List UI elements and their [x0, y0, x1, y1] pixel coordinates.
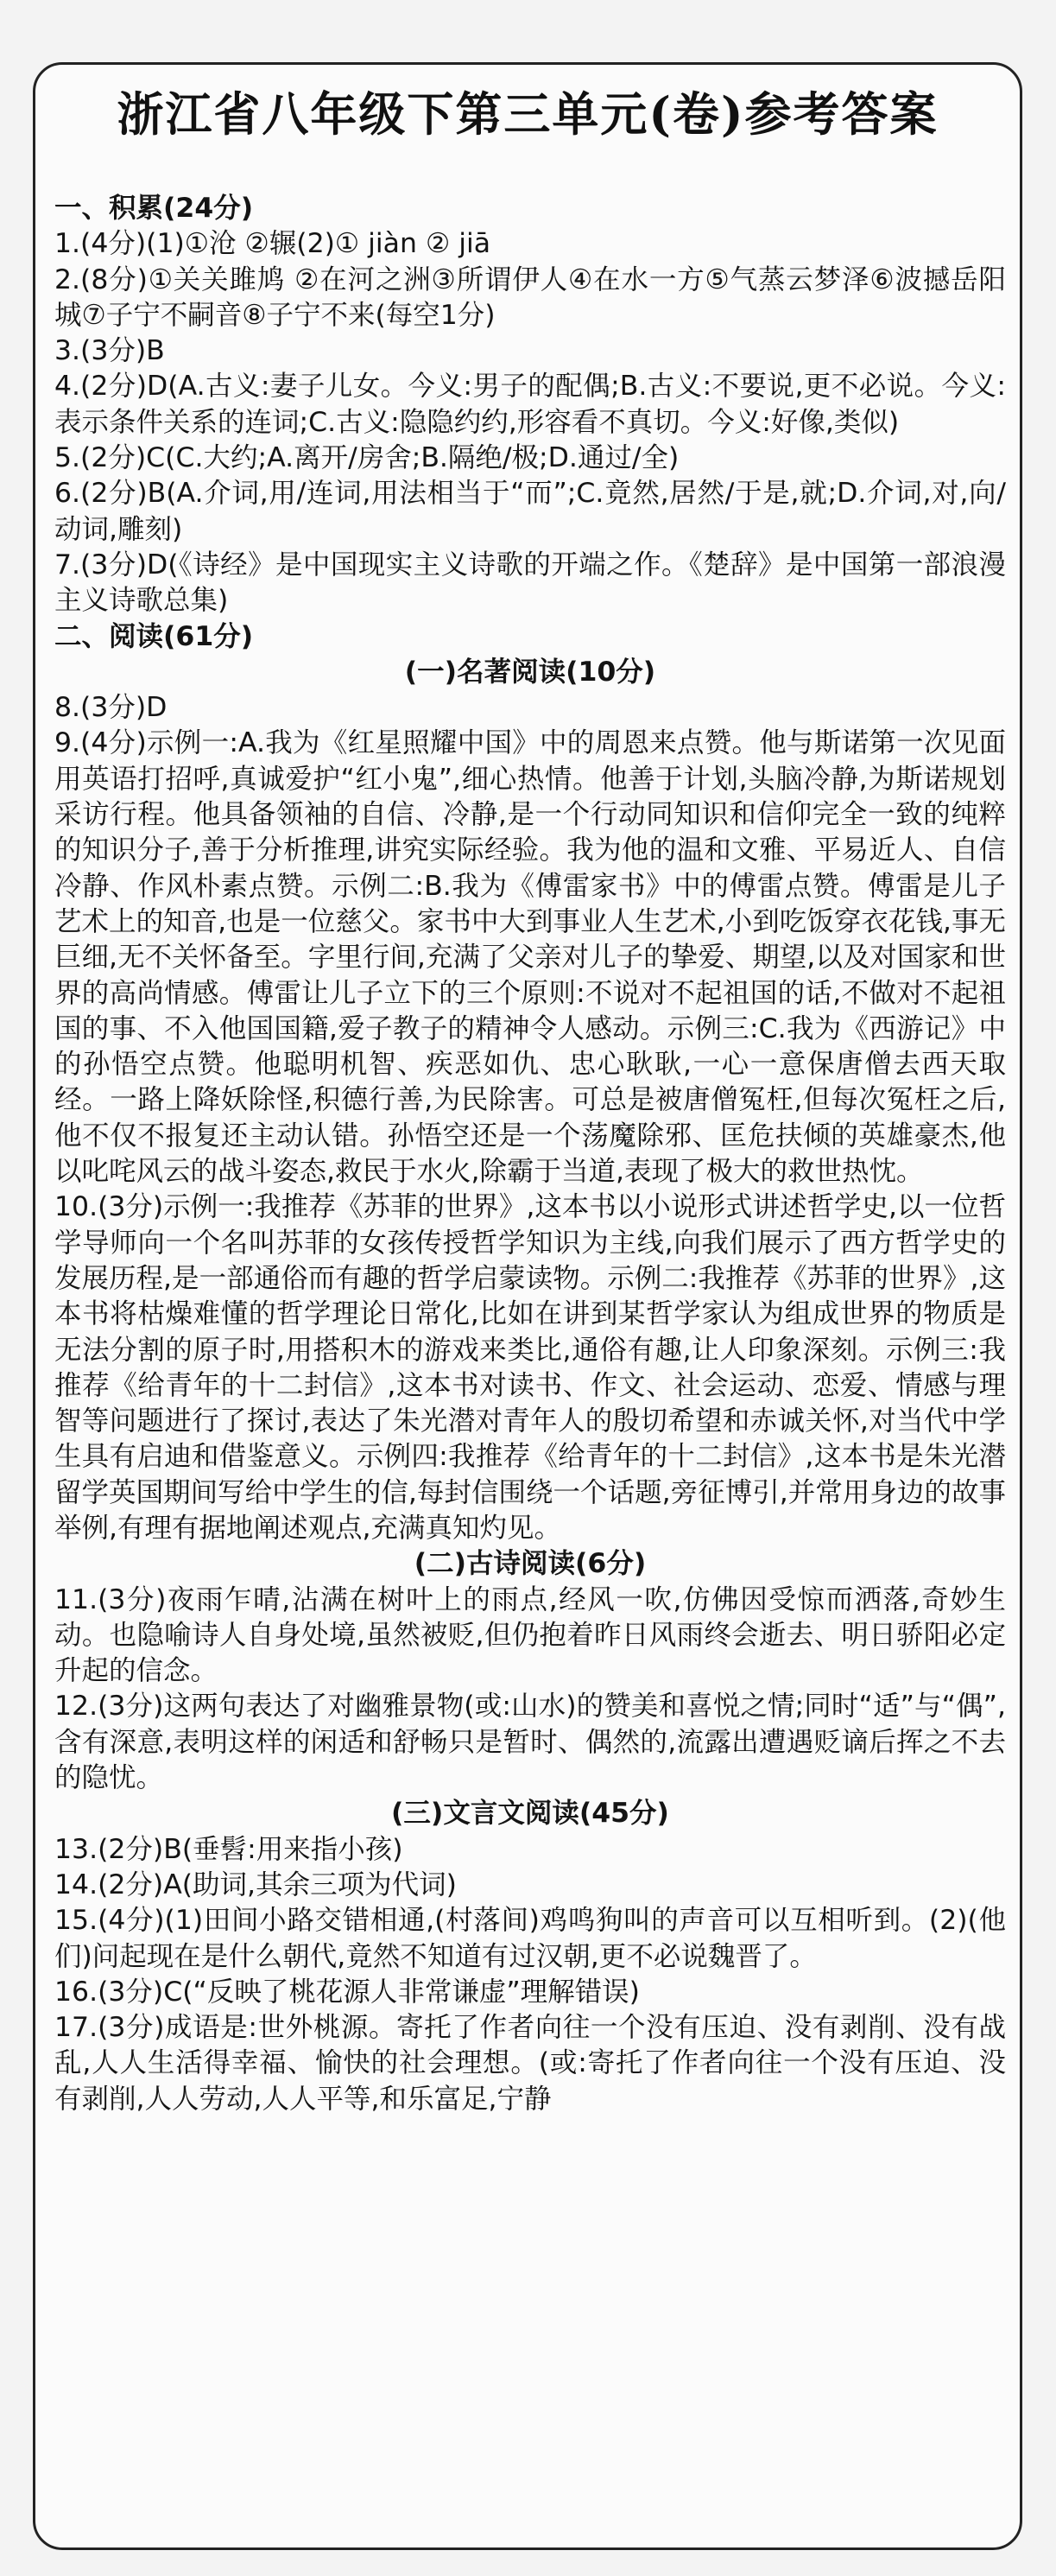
- page-title: 浙江省八年级下第三单元(卷)参考答案: [117, 86, 939, 142]
- answer-item: 2.(8分)①关关雎鸠 ②在河之洲③所谓伊人④在水一方⑤气蒸云梦泽⑥波撼岳阳城⑦子宁不嗣音⑧子宁不来(每空1分): [54, 263, 1006, 331]
- answer-item: 17.(3分)成语是:世外桃源。寄托了作者向往一个没有压迫、没有剥削、没有战乱,人人生活得幸福、愉快的社会理想。(或:寄托了作者向往一个没有压迫、没有剥削,人人劳动,人人平等,和乐富足,宁静: [54, 2012, 1006, 2115]
- answer-item: 4.(2分)D(A.古义:妻子儿女。今义:男子的配偶;B.古义:不要说,更不必说。今义:表示条件关系的连词;C.古义:隐隐约约,形容看不真切。今义:好像,类似): [54, 371, 1006, 438]
- answer-item: 10.(3分)示例一:我推荐《苏菲的世界》,这本书以小说形式讲述哲学史,以一位哲学导师向一个名叫苏菲的女孩传授哲学知识为主线,向我们展示了西方哲学史的发展历程,是一部通俗而有趣的哲学启蒙读物。示例二:我推荐《苏菲的世界》,这本书将枯燥难懂的哲学理论日常化,比如在讲到某哲学家认为组成世界的物质是无法分割的原子时,用搭积木的游戏来类比,通俗有趣,让人印象深刻。示例三:我推荐《给青年的十二封信》,这本书对读书、作文、社会运动、恋爱、情感与理智等问题进行了探讨,表达了朱光潜对青年人的殷切希望和赤诚关怀,对当代中学生具有启迪和借鉴意义。示例四:我推荐《给青年的十二封信》,这本书是朱光潜留学英国期间写给中学生的信,每封信围绕一个话题,旁征博引,并常用身边的故事举例,有理有据地阐述观点,充满真知灼见。: [54, 1191, 1006, 1544]
- answer-sheet: [33, 62, 1022, 2550]
- answer-item: 1.(4分)(1)①沧 ②辗(2)① jiàn ② jiā: [54, 228, 491, 260]
- answer-item: 9.(4分)示例一:A.我为《红星照耀中国》中的周恩来点赞。他与斯诺第一次见面用英语打招呼,真诚爱护“红小鬼”,细心热情。他善于计划,头脑冷静,为斯诺规划采访行程。他具备领袖的自信、冷静,是一个行动同知识和信仰完全一致的纯粹的知识分子,善于分析推理,讲究实际经验。我为他的温和文雅、平易近人、自信冷静、作风朴素点赞。示例二:B.我为《傅雷家书》中的傅雷点赞。傅雷是儿子艺术上的知音,也是一位慈父。家书中大到事业人生艺术,小到吃饭穿衣花钱,事无巨细,无不关怀备至。字里行间,充满了父亲对儿子的挚爱、期望,以及对国家和世界的高尚情感。傅雷让儿子立下的三个原则:不说对不起祖国的话,不做对不起祖国的事、不入他国国籍,爱子教子的精神令人感动。示例三:C.我为《西游记》中的孙悟空点赞。他聪明机智、疾恶如仇、忠心耿耿,一心一意保唐僧去西天取经。一路上降妖除怪,积德行善,为民除害。可总是被唐僧冤枉,但每次冤枉之后,他不仅不报复还主动认错。孙悟空还是一个荡魔除邪、匡危扶倾的英雄豪杰,他以叱咤风云的战斗姿态,救民于水火,除霸于当道,表现了极大的救世热忱。: [54, 727, 1006, 1188]
- section-heading: 二、阅读(61分): [54, 620, 254, 652]
- answer-item: 14.(2分)A(助词,其余三项为代词): [54, 1869, 457, 1900]
- subsection-heading: (一)名著阅读(10分): [404, 656, 656, 688]
- answer-item: 12.(3分)这两句表达了对幽雅景物(或:山水)的赞美和喜悦之情;同时“适”与“偶”,含有深意,表明这样的闲适和舒畅只是暂时、偶然的,流露出遭遇贬谪后挥之不去的隐忧。: [54, 1691, 1006, 1794]
- answer-item: 11.(3分)夜雨乍晴,沾满在树叶上的雨点,经风一吹,仿佛因受惊而洒落,奇妙生动。也隐喻诗人自身处境,虽然被贬,但仍抱着昨日风雨终会逝去、明日骄阳必定升起的信念。: [54, 1583, 1006, 1687]
- answer-content: [54, 191, 1006, 2117]
- answer-item: 8.(3分)D: [54, 692, 168, 724]
- answer-item: 3.(3分)B: [54, 335, 165, 367]
- answer-item: 5.(2分)C(C.大约;A.离开/房舍;B.隔绝/极;D.通过/全): [54, 442, 680, 474]
- answer-item: 6.(2分)B(A.介词,用/连词,用法相当于“而”;C.竟然,居然/于是,就;D.介词,对,向/动词,雕刻): [54, 478, 1006, 545]
- subsection-heading: (二)古诗阅读(6分): [414, 1548, 647, 1580]
- section-heading: 一、积累(24分): [54, 193, 254, 224]
- subsection-heading: (三)文言文阅读(45分): [391, 1798, 669, 1830]
- answer-item: 13.(2分)B(垂髫:用来指小孩): [54, 1833, 403, 1865]
- answer-item: 15.(4分)(1)田间小路交错相通,(村落间)鸡鸣狗叫的声音可以互相听到。(2)(他们)问起现在是什么朝代,竟然不知道有过汉朝,更不必说魏晋了。: [54, 1905, 1006, 1972]
- answer-item: 7.(3分)D(《诗经》是中国现实主义诗歌的开端之作。《楚辞》是中国第一部浪漫主义诗歌总集): [54, 549, 1006, 617]
- answer-item: 16.(3分)C(“反映了桃花源人非常谦虚”理解错误): [54, 1976, 640, 2008]
